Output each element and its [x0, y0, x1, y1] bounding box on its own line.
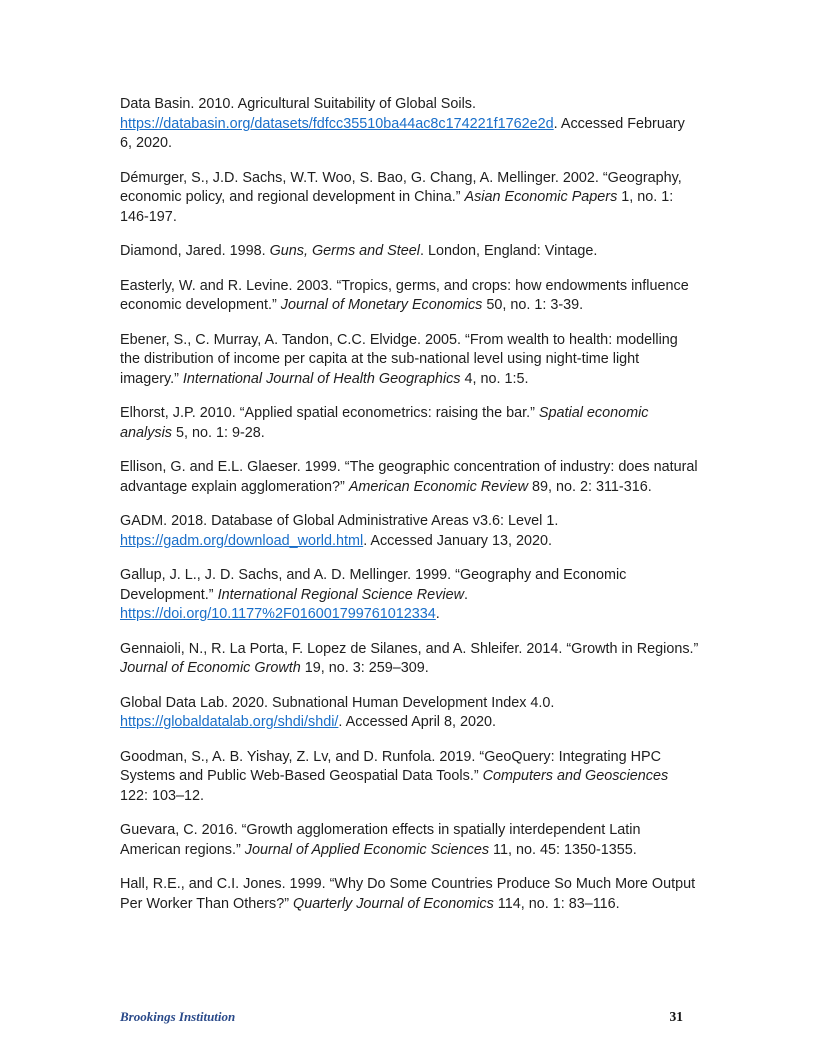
reference-text: Goodman, S., A. B. Yishay, Z. Lv, and D. Runfola. 2019. “GeoQuery: Integrating HPC Systems and Public Web-Based Geospatial Data Tools.”: [120, 748, 661, 784]
reference-entry: [120, 277, 700, 316]
reference-entry: [120, 694, 700, 733]
reference-link[interactable]: https://databasin.org/datasets/fdfcc35510ba44ac8c174221f1762e2d: [120, 115, 554, 132]
reference-entry: [120, 331, 700, 390]
reference-entry: [120, 748, 700, 807]
reference-publication-title: International Regional Science Review: [217, 586, 464, 603]
reference-entry: [120, 169, 700, 228]
reference-entry: [120, 875, 700, 914]
reference-text: Ebener, S., C. Murray, A. Tandon, C.C. Elvidge. 2005. “From wealth to health: modelling the distribution of income per capita at the sub-national level using night-time light imagery.”: [120, 331, 678, 387]
reference-text: Démurger, S., J.D. Sachs, W.T. Woo, S. Bao, G. Chang, A. Mellinger. 2002. “Geography, economic policy, and regional development in China.”: [120, 169, 682, 205]
reference-text: Gallup, J. L., J. D. Sachs, and A. D. Mellinger. 1999. “Geography and Economic Development.”: [120, 567, 627, 603]
reference-text: 122: 103–12.: [120, 787, 205, 804]
page-number: 31: [669, 1009, 683, 1024]
reference-publication-title: Spatial economic analysis: [120, 405, 649, 441]
reference-text: Easterly, W. and R. Levine. 2003. “Tropics, germs, and crops: how endowments influence economic development.”: [120, 277, 689, 313]
reference-link[interactable]: https://gadm.org/download_world.html: [120, 532, 364, 549]
reference-entry: [120, 640, 700, 679]
reference-entry: [120, 821, 700, 860]
reference-text: 5, no. 1: 9-28.: [172, 424, 265, 441]
reference-text: Diamond, Jared. 1998.: [120, 243, 270, 259]
reference-text: . Accessed January 13, 2020.: [363, 532, 552, 549]
reference-publication-title: Computers and Geosciences: [482, 768, 669, 784]
reference-text: Guevara, C. 2016. “Growth agglomeration effects in spatially interdependent Latin American regions.”: [120, 822, 641, 858]
reference-entry: [120, 404, 700, 443]
reference-link[interactable]: https://globaldatalab.org/shdi/shdi/: [120, 714, 339, 730]
reference-text: Ellison, G. and E.L. Glaeser. 1999. “The geographic concentration of industry: does natural advantage explain agglomeration?”: [120, 459, 698, 495]
reference-text: GADM. 2018. Database of Global Administrative Areas v3.6: Level 1.: [120, 513, 559, 529]
reference-entry: [120, 512, 700, 551]
reference-text: 11, no. 45: 1350-1355.: [489, 841, 637, 858]
reference-text: . Accessed February 6, 2020.: [120, 115, 685, 151]
reference-text: Global Data Lab. 2020. Subnational Human Development Index 4.0.: [120, 694, 555, 711]
footer-publisher: Brookings Institution: [120, 1009, 236, 1024]
reference-text: Elhorst, J.P. 2010. “Applied spatial econometrics: raising the bar.”: [120, 405, 539, 421]
reference-list: [120, 95, 700, 929]
reference-entry: [120, 242, 700, 262]
reference-publication-title: Journal of Economic Growth: [120, 660, 301, 676]
reference-publication-title: Journal of Monetary Economics: [280, 297, 483, 313]
reference-entry: [120, 566, 700, 625]
reference-publication-title: Guns, Germs and Steel: [269, 243, 420, 259]
reference-link[interactable]: https://doi.org/10.1177%2F016001799761012334: [120, 606, 436, 622]
reference-text: .: [463, 586, 468, 603]
reference-entry: [120, 458, 700, 497]
reference-text: 114, no. 1: 83–116.: [493, 895, 620, 912]
reference-text: . Accessed April 8, 2020.: [338, 714, 496, 730]
reference-publication-title: International Journal of Health Geographics: [182, 370, 461, 387]
reference-text: Gennaioli, N., R. La Porta, F. Lopez de Silanes, and A. Shleifer. 2014. “Growth in Regions.”: [120, 640, 699, 657]
reference-publication-title: Quarterly Journal of Economics: [293, 895, 494, 912]
reference-text: 50, no. 1: 3-39.: [482, 297, 584, 313]
reference-text: Hall, R.E., and C.I. Jones. 1999. “Why Do Some Countries Produce So Much More Output Per Worker Than Others?”: [120, 876, 696, 912]
reference-text: 89, no. 2: 311-316.: [527, 478, 652, 495]
reference-text: 19, no. 3: 259–309.: [300, 660, 429, 676]
reference-publication-title: Journal of Applied Economic Sciences: [244, 841, 490, 858]
reference-publication-title: Asian Economic Papers: [464, 189, 618, 205]
reference-text: 4, no. 1:5.: [460, 370, 529, 387]
reference-text: Data Basin. 2010. Agricultural Suitability of Global Soils.: [120, 96, 476, 112]
reference-text: 1, no. 1: 146-197.: [120, 189, 674, 225]
reference-entry: [120, 95, 700, 154]
reference-text: . London, England: Vintage.: [419, 243, 598, 259]
reference-publication-title: American Economic Review: [348, 478, 528, 495]
reference-text: .: [435, 606, 440, 622]
